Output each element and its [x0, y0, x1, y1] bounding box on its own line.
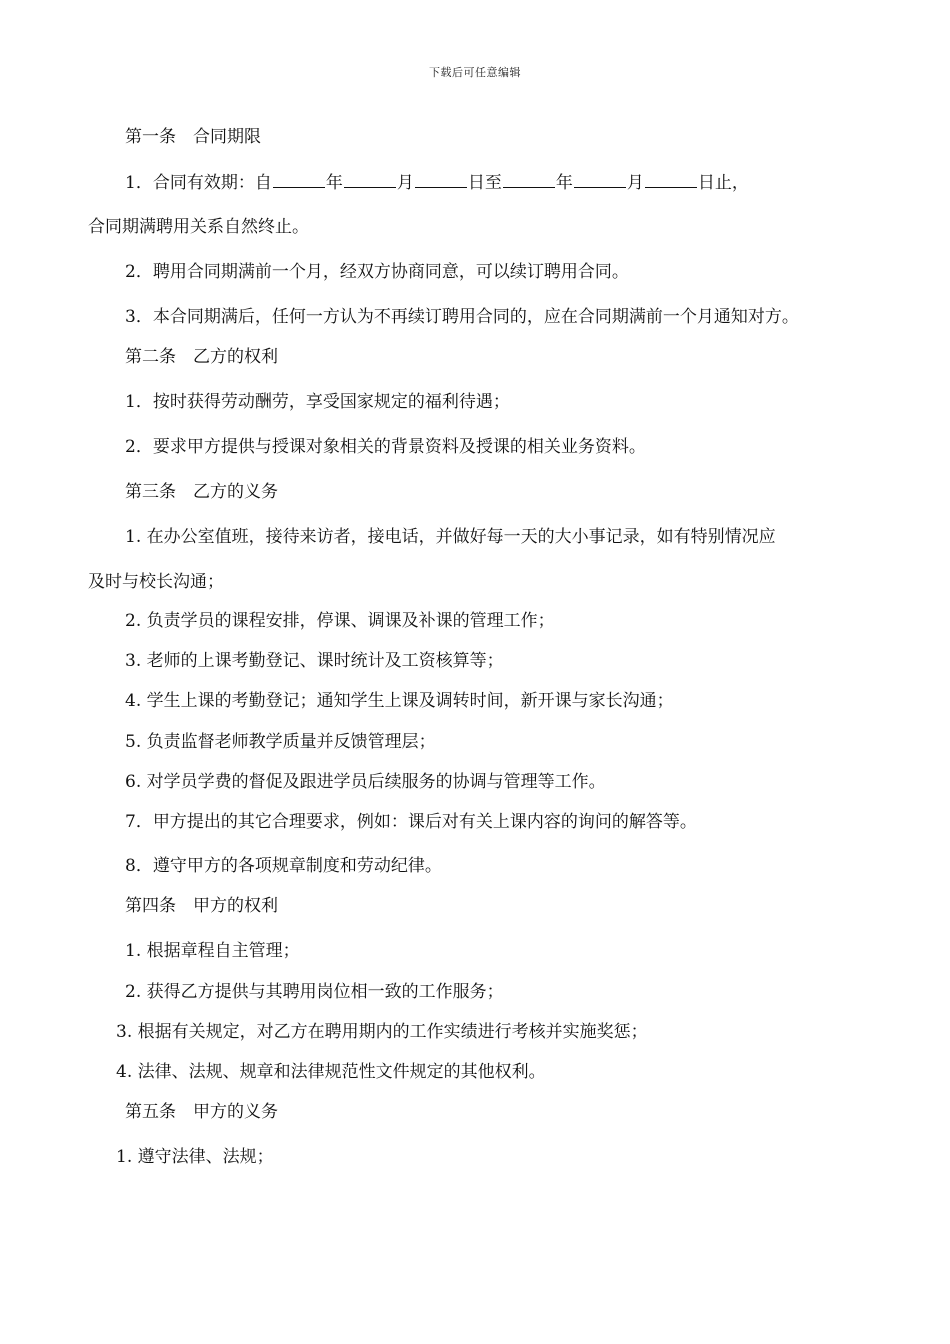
item1-part-to: 日至: [467, 173, 502, 193]
blank-end-month: [574, 171, 626, 188]
article3-item4: 4. 学生上课的考勤登记；通知学生上课及调转时间，新开课与家长沟通；: [125, 691, 674, 711]
article2-title: 第二条 乙方的权利: [125, 347, 278, 367]
blank-start-day: [415, 171, 467, 188]
item1-part-month2: 月: [626, 173, 644, 193]
article4-title: 第四条 甲方的权利: [125, 896, 278, 916]
item1-part-end: 日止，: [697, 173, 749, 193]
article5-title: 第五条 甲方的义务: [125, 1102, 278, 1122]
article4-item2: 2. 获得乙方提供与其聘用岗位相一致的工作服务；: [125, 982, 504, 1002]
item1-part-year2: 年: [555, 173, 573, 193]
article1-item2: 2．聘用合同期满前一个月，经双方协商同意，可以续订聘用合同。: [125, 262, 629, 282]
blank-end-year: [503, 171, 555, 188]
article3-item7: 7．甲方提出的其它合理要求，例如：课后对有关上课内容的询问的解答等。: [125, 812, 697, 832]
article5-item1: 1. 遵守法律、法规；: [116, 1147, 274, 1167]
article4-item4: 4. 法律、法规、规章和法律规范性文件规定的其他权利。: [116, 1062, 546, 1082]
article3-item6: 6. 对学员学费的督促及跟进学员后续服务的协调与管理等工作。: [125, 772, 606, 792]
article3-item1-continued: 及时与校长沟通；: [88, 572, 224, 592]
blank-start-month: [344, 171, 396, 188]
article3-item2: 2. 负责学员的课程安排，停课、调课及补课的管理工作；: [125, 611, 555, 631]
blank-end-day: [645, 171, 697, 188]
item1-part-year: 年: [325, 173, 343, 193]
article3-item5: 5. 负责监督老师教学质量并反馈管理层；: [125, 732, 436, 752]
article3-item3: 3. 老师的上课考勤登记、课时统计及工资核算等；: [125, 651, 504, 671]
article1-item1: [125, 171, 749, 194]
article4-item3: 3. 根据有关规定，对乙方在聘用期内的工作实绩进行考核并实施奖惩；: [116, 1022, 648, 1042]
page-header: 下载后可任意编辑: [429, 66, 521, 79]
article2-item2: 2．要求甲方提供与授课对象相关的背景资料及授课的相关业务资料。: [125, 437, 646, 457]
article1-item3: 3．本合同期满后，任何一方认为不再续订聘用合同的，应在合同期满前一个月通知对方。: [125, 307, 799, 327]
article3-item1: 1. 在办公室值班，接待来访者，接电话，并做好每一天的大小事记录，如有特别情况应: [125, 527, 776, 547]
article1-item1-continued: 合同期满聘用关系自然终止。: [88, 217, 309, 237]
blank-start-year: [273, 171, 325, 188]
article3-item8: 8．遵守甲方的各项规章制度和劳动纪律。: [125, 856, 442, 876]
item1-part-month: 月: [396, 173, 414, 193]
article3-title: 第三条 乙方的义务: [125, 482, 278, 502]
article1-title: 第一条 合同期限: [125, 127, 261, 147]
item1-part-start: 1．合同有效期：自: [125, 173, 272, 193]
article2-item1: 1．按时获得劳动酬劳，享受国家规定的福利待遇；: [125, 392, 510, 412]
article4-item1: 1. 根据章程自主管理；: [125, 941, 300, 961]
